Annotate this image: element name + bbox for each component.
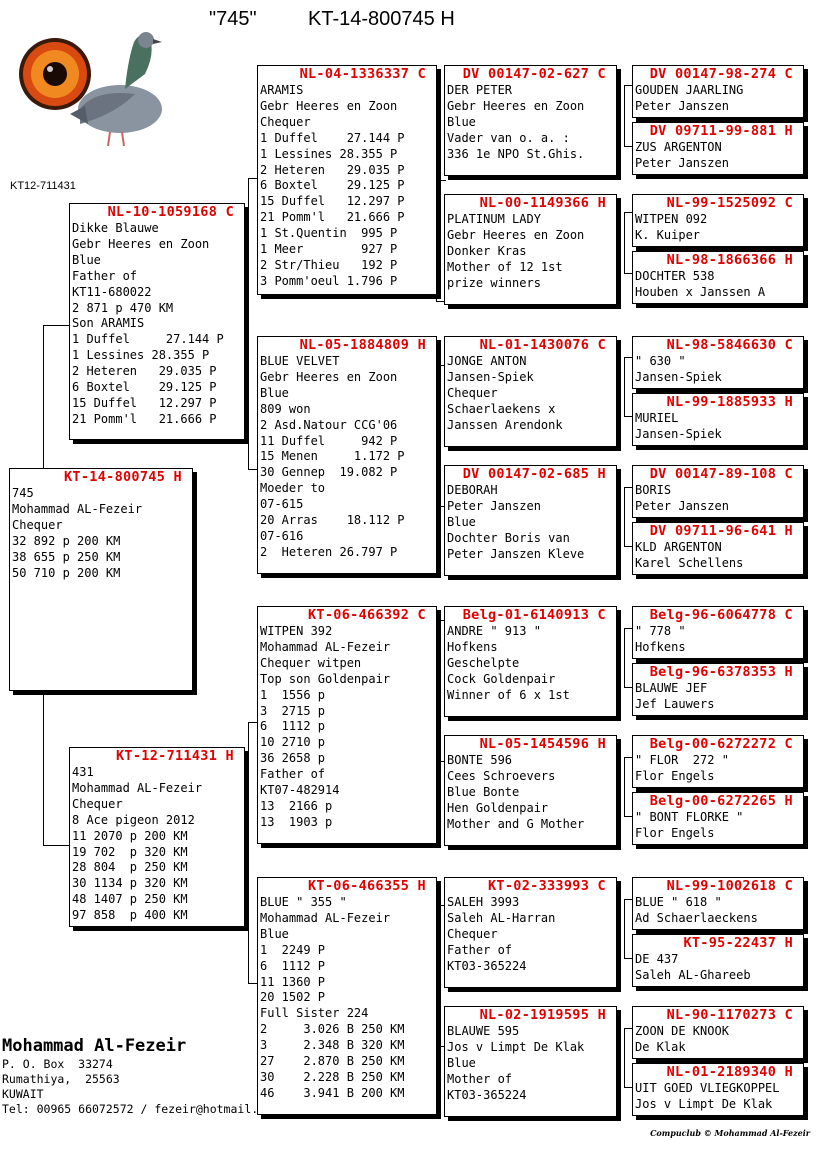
pigeon-info-line: 6 Boxtel 29.125 P — [260, 178, 405, 193]
pedigree-box-dss — [444, 606, 617, 717]
pedigree-box-ss — [257, 65, 437, 295]
pigeon-photo — [10, 14, 175, 164]
pigeon-info-line: 1 Duffel 27.144 P — [72, 332, 224, 347]
pigeon-info-line: WITPEN 392 — [260, 624, 333, 638]
pigeon-info-line: 21 Pomm'l 21.666 P — [260, 210, 405, 225]
pigeon-info-line: Geschelpte — [447, 655, 520, 670]
pigeon-info-line: DER PETER — [447, 83, 513, 97]
pigeon-info-line: 48 1407 p 250 KM — [72, 892, 188, 907]
pigeon-info-line: 50 710 p 200 KM — [12, 565, 121, 580]
pigeon-info-line: SALEH 3993 — [447, 895, 520, 909]
pigeon-info-line: Donker Kras — [447, 243, 527, 258]
pigeon-info-line: 46 3.941 B 200 KM — [260, 1085, 405, 1100]
pigeon-info-line: Janssen Arendonk — [447, 417, 563, 432]
ring-number: NL-01-2189340 H — [666, 1064, 793, 1080]
pigeon-info-line: Mother of — [447, 1071, 513, 1086]
pigeon-info-line: Chequer — [447, 385, 498, 400]
pedigree-box-g3 — [632, 194, 804, 247]
pedigree-box-g7 — [632, 465, 804, 518]
ring-number: NL-99-1885933 H — [666, 394, 793, 410]
ring-number: Belg-96-6064778 C — [649, 607, 793, 623]
pigeon-info-line: 2 Heteren 29.035 P — [260, 162, 405, 177]
pedigree-box-g5 — [632, 336, 804, 389]
pigeon-info-line: BLUE " 355 " — [260, 895, 347, 909]
pedigree-box-g1 — [632, 65, 804, 118]
pigeon-info-line: 11 2070 p 200 KM — [72, 828, 188, 843]
pigeon-info-line: BORIS — [635, 483, 672, 497]
pigeon-info-line: KLD ARGENTON — [635, 540, 722, 554]
ring-number: NL-99-1002618 C — [666, 878, 793, 894]
pigeon-info-line: ARAMIS — [260, 83, 304, 97]
pigeon-info-line: Karel Schellens — [635, 555, 744, 570]
pigeon-info-line: Gebr Heeres en Zoon — [447, 98, 585, 113]
pigeon-info-line: Hofkens — [447, 639, 498, 654]
pigeon-info-line: 1 Lessines 28.355 P — [72, 348, 210, 363]
pedigree-box-sd — [257, 336, 437, 574]
pigeon-info-line: Cock Goldenpair — [447, 671, 556, 686]
pigeon-info-line: Jos v Limpt De Klak — [635, 1096, 773, 1111]
ring-number: Belg-00-6272272 C — [649, 736, 793, 752]
ring-number: KT-06-466355 H — [308, 878, 426, 894]
ring-number: DV 00147-02-627 C — [462, 66, 606, 82]
pigeon-info-line: 20 1502 P — [260, 990, 326, 1005]
pedigree-box-g4 — [632, 251, 804, 304]
pigeon-info-line: Mohammad AL-Fezeir — [260, 639, 391, 654]
pigeon-info-line: 3 2.348 B 320 KM — [260, 1038, 405, 1053]
pigeon-info-line: UIT GOED VLIEGKOPPEL — [635, 1081, 780, 1095]
pigeon-info-line: KT03-365224 — [447, 958, 527, 973]
ring-number: KT-12-711431 H — [116, 748, 234, 764]
pigeon-info-line: Schaerlaekens x — [447, 401, 556, 416]
ring-number: DV 00147-98-274 C — [649, 66, 793, 82]
ring-number: NL-98-1866366 H — [666, 252, 793, 268]
pigeon-info-line: WITPEN 092 — [635, 212, 708, 226]
pedigree-box-dd — [257, 877, 437, 1115]
pigeon-info-line: Saleh AL-Ghareeb — [635, 967, 751, 982]
pigeon-info-line: 2 871 p 470 KM — [72, 300, 174, 315]
pigeon-info-line: 1 Lessines 28.355 P — [260, 146, 398, 161]
owner-address-line: P. O. Box 33274 — [2, 1057, 113, 1071]
pigeon-info-line: Hen Goldenpair — [447, 800, 549, 815]
pigeon-info-line: 28 804 p 250 KM — [72, 860, 188, 875]
pigeon-info-line: DE 437 — [635, 952, 679, 966]
pigeon-info-line: 97 858 p 400 KM — [72, 908, 188, 923]
pigeon-info-line: Peter Janszen — [635, 155, 729, 170]
pigeon-info-line: Peter Janszen — [635, 98, 729, 113]
pigeon-info-line: JONGE ANTON — [447, 354, 527, 368]
pigeon-info-line: 3 2715 p — [260, 703, 326, 718]
pigeon-info-line: DOCHTER 538 — [635, 269, 715, 283]
pigeon-info-line: 6 1112 P — [260, 958, 326, 973]
owner-name: Mohammad Al-Fezeir — [2, 1036, 187, 1056]
pedigree-box-g14 — [632, 934, 804, 987]
pigeon-info-line: Son ARAMIS — [72, 316, 145, 331]
pigeon-info-line: Dochter Boris van — [447, 530, 570, 545]
ring-number: Belg-01-6140913 C — [462, 607, 606, 623]
pigeon-info-line: Peter Janszen — [447, 498, 541, 513]
pedigree-box-g15 — [632, 1006, 804, 1059]
pigeon-info-line: Moeder to — [260, 481, 326, 496]
pigeon-info-line: BLAUWE JEF — [635, 681, 708, 695]
pigeon-info-line: Father of — [72, 268, 138, 283]
pigeon-info-line: Vader van o. a. : — [447, 130, 570, 145]
pigeon-info-line: Blue — [260, 385, 289, 400]
pigeon-info-line: Blue Bonte — [447, 784, 520, 799]
owner-address-line: Rumathiya, 25563 — [2, 1072, 120, 1086]
owner-contact: Tel: 00965 66072572 / fezeir@hotmail. — [2, 1102, 259, 1116]
pedigree-box-dds — [444, 877, 617, 988]
pedigree-box-subject — [9, 468, 193, 691]
pedigree-box-sds — [444, 336, 617, 447]
pigeon-info-line: Mother of 12 1st — [447, 259, 563, 274]
pigeon-info-line: 6 Boxtel 29.125 P — [72, 380, 217, 395]
pigeon-info-line: Blue — [72, 252, 101, 267]
pigeon-info-line: KT03-365224 — [447, 1087, 527, 1102]
pedigree-box-dsd — [444, 735, 617, 846]
pigeon-info-line: Winner of 6 x 1st — [447, 687, 570, 702]
ring-number: NL-00-1149366 H — [479, 195, 606, 211]
owner-address-line: KUWAIT — [2, 1087, 44, 1101]
pigeon-info-line: Mohammad AL-Fezeir — [72, 780, 203, 795]
pigeon-info-line: Jef Lauwers — [635, 696, 715, 711]
pigeon-info-line: Top son Goldenpair — [260, 671, 391, 686]
pigeon-info-line: Saleh AL-Harran — [447, 910, 556, 925]
pigeon-info-line: Mohammad AL-Fezeir — [260, 910, 391, 925]
pigeon-info-line: 10 2710 p — [260, 735, 326, 750]
pigeon-info-line: 11 1360 P — [260, 974, 326, 989]
pigeon-info-line: 07-615 — [260, 497, 304, 512]
pigeon-info-line: Gebr Heeres en Zoon — [260, 98, 398, 113]
pigeon-info-line: 11 Duffel 942 P — [260, 433, 398, 448]
pigeon-info-line: 8 Ace pigeon 2012 — [72, 812, 195, 827]
pigeon-info-line: MURIEL — [635, 411, 679, 425]
pigeon-info-line: Blue — [447, 114, 476, 129]
pigeon-info-line: 15 Menen 1.172 P — [260, 449, 405, 464]
pigeon-info-line: Peter Janszen Kleve — [447, 546, 585, 561]
pigeon-info-line: " 630 " — [635, 354, 686, 368]
pigeon-info-line: Flor Engels — [635, 825, 715, 840]
ring-number: KT-95-22437 H — [683, 935, 793, 951]
pigeon-info-line: 30 1134 p 320 KM — [72, 876, 188, 891]
pigeon-info-line: 19 702 p 320 KM — [72, 844, 188, 859]
pigeon-info-line: 1 Meer 927 P — [260, 242, 398, 257]
pigeon-info-line: ZUS ARGENTON — [635, 140, 722, 154]
pigeon-info-line: 21 Pomm'l 21.666 P — [72, 411, 217, 426]
pigeon-info-line: 1 Duffel 27.144 P — [260, 130, 405, 145]
pigeon-info-line: Chequer — [12, 517, 63, 532]
pigeon-info-line: ZOON DE KNOOK — [635, 1024, 729, 1038]
pigeon-info-line: BONTE 596 — [447, 753, 513, 767]
pedigree-box-g6 — [632, 393, 804, 446]
pedigree-box-g9 — [632, 606, 804, 659]
pigeon-info-line: 3 Pomm'oeul 1.796 P — [260, 273, 398, 288]
ring-number: NL-01-1430076 C — [479, 337, 606, 353]
ring-number: NL-98-5846630 C — [666, 337, 793, 353]
pigeon-info-line: 1 2249 P — [260, 942, 326, 957]
pigeon-info-line: Houben x Janssen A — [635, 284, 766, 299]
pigeon-info-line: 2 3.026 B 250 KM — [260, 1022, 405, 1037]
pigeon-info-line: 1 1556 p — [260, 687, 326, 702]
pigeon-info-line: BLAUWE 595 — [447, 1024, 520, 1038]
pigeon-info-line: K. Kuiper — [635, 227, 701, 242]
pedigree-box-ssd — [444, 194, 617, 305]
pigeon-info-line: Father of — [447, 942, 513, 957]
pedigree-box-sdd — [444, 465, 617, 576]
pigeon-info-line: 809 won — [260, 401, 311, 416]
pigeon-info-line: 36 2658 p — [260, 751, 326, 766]
pigeon-info-line: " 778 " — [635, 624, 686, 638]
pigeon-info-line: 30 2.228 B 250 KM — [260, 1069, 405, 1084]
ring-number: NL-02-1919595 H — [479, 1007, 606, 1023]
pigeon-info-line: Peter Janszen — [635, 498, 729, 513]
pedigree-box-sss — [444, 65, 617, 176]
pigeon-info-line: 2 Asd.Natour CCG'06 — [260, 417, 398, 432]
pigeon-info-line: 336 1e NPO St.Ghis. — [447, 146, 585, 161]
ring-number: NL-05-1884809 H — [299, 337, 426, 353]
pigeon-info-line: 2 Heteren 26.797 P — [260, 544, 398, 559]
pigeon-info-line: 38 655 p 250 KM — [12, 549, 121, 564]
pedigree-box-sire — [69, 203, 245, 440]
pigeon-info-line: Jansen-Spiek — [635, 426, 722, 441]
pedigree-box-ds — [257, 606, 437, 844]
pigeon-info-line: 745 — [12, 486, 34, 500]
pigeon-info-line: Hofkens — [635, 639, 686, 654]
ring-number: Belg-00-6272265 H — [649, 793, 793, 809]
pigeon-info-line: PLATINUM LADY — [447, 212, 541, 226]
pigeon-info-line: 2 Heteren 29.035 P — [72, 364, 217, 379]
pigeon-info-line: 27 2.870 B 250 KM — [260, 1054, 405, 1069]
pigeon-info-line: " BONT FLORKE " — [635, 810, 744, 824]
pedigree-box-g8 — [632, 522, 804, 575]
pigeon-info-line: Father of — [260, 767, 326, 782]
eye-icon — [19, 38, 91, 110]
pigeon-info-line: 13 1903 p — [260, 814, 333, 829]
pedigree-box-g11 — [632, 735, 804, 788]
pedigree-box-ddd — [444, 1006, 617, 1117]
pigeon-info-line: Gebr Heeres en Zoon — [72, 236, 210, 251]
pigeon-info-line: 07-616 — [260, 528, 304, 543]
pigeon-info-line: 6 1112 p — [260, 719, 326, 734]
ring-number: DV 09711-96-641 H — [649, 523, 793, 539]
ring-number: NL-05-1454596 H — [479, 736, 606, 752]
pigeon-info-line: Cees Schroevers — [447, 768, 556, 783]
pigeon-info-line: 32 892 p 200 KM — [12, 533, 121, 548]
connector-subject-sire — [43, 325, 71, 469]
pedigree-box-g12 — [632, 792, 804, 845]
pigeon-info-line: Gebr Heeres en Zoon — [447, 227, 585, 242]
pigeon-name-title: "745" — [209, 8, 257, 30]
ring-number: DV 09711-99-881 H — [649, 123, 793, 139]
pigeon-info-line: Jansen-Spiek — [447, 369, 534, 384]
pedigree-box-g13 — [632, 877, 804, 930]
pigeon-info-line: Blue — [260, 926, 289, 941]
pigeon-info-line: Full Sister 224 — [260, 1006, 369, 1021]
pedigree-box-g2 — [632, 122, 804, 175]
ring-number: NL-90-1170273 C — [666, 1007, 793, 1023]
pigeon-info-line: Chequer witpen — [260, 655, 362, 670]
pigeon-info-line: De Klak — [635, 1039, 686, 1054]
footer-credit: Compuclub © Mohammad Al-Fezeir — [650, 1128, 810, 1138]
pigeon-info-line: Gebr Heeres en Zoon — [260, 369, 398, 384]
pigeon-info-line: 15 Duffel 12.297 P — [72, 395, 217, 410]
pigeon-info-line: 2 Str/Thieu 192 P — [260, 257, 398, 272]
pigeon-info-line: Blue — [447, 514, 476, 529]
pigeon-info-line: 13 2166 p — [260, 798, 333, 813]
pedigree-box-g16 — [632, 1063, 804, 1116]
pigeon-info-line: " FLOR 272 " — [635, 753, 729, 767]
pigeon-info-line: 15 Duffel 12.297 P — [260, 194, 405, 209]
pigeon-ring-title: KT-14-800745 H — [308, 8, 455, 30]
ring-number: DV 00147-02-685 H — [462, 466, 606, 482]
ring-number: Belg-96-6378353 H — [649, 664, 793, 680]
photo-caption: KT12-711431 — [10, 180, 76, 192]
ring-number: KT-02-333993 C — [488, 878, 606, 894]
pigeon-info-line: Chequer — [260, 114, 311, 129]
pigeon-info-line: ANDRE " 913 " — [447, 624, 541, 638]
ring-number: KT-06-466392 C — [308, 607, 426, 623]
pigeon-info-line: GOUDEN JAARLING — [635, 83, 744, 97]
pigeon-info-line: BLUE " 618 " — [635, 895, 722, 909]
pigeon-info-line: Jansen-Spiek — [635, 369, 722, 384]
pigeon-info-line: Chequer — [447, 926, 498, 941]
ring-number: KT-14-800745 H — [64, 469, 182, 485]
ring-number: NL-99-1525092 C — [666, 195, 793, 211]
pigeon-info-line: 431 — [72, 765, 94, 779]
pigeon-info-line: Mohammad AL-Fezeir — [12, 501, 143, 516]
pigeon-info-line: Chequer — [72, 796, 123, 811]
pedigree-box-g10 — [632, 663, 804, 716]
pigeon-info-line: BLUE VELVET — [260, 354, 340, 368]
pigeon-info-line: prize winners — [447, 275, 541, 290]
pedigree-box-dam — [69, 747, 245, 927]
pigeon-info-line: KT11-680022 — [72, 284, 152, 299]
pigeon-info-line: KT07-482914 — [260, 783, 340, 798]
pigeon-info-line: 30 Gennep 19.082 P — [260, 465, 398, 480]
pigeon-info-line: Mother and G Mother — [447, 816, 585, 831]
pigeon-info-line: Jos v Limpt De Klak — [447, 1039, 585, 1054]
ring-number: NL-04-1336337 C — [299, 66, 426, 82]
pigeon-info-line: Flor Engels — [635, 768, 715, 783]
pigeon-info-line: 20 Arras 18.112 P — [260, 513, 405, 528]
pigeon-info-line: 1 St.Quentin 995 P — [260, 226, 398, 241]
pigeon-info-line: Ad Schaerlaeckens — [635, 910, 758, 925]
pigeon-info-line: Dikke Blauwe — [72, 221, 159, 235]
pigeon-info-line: DEBORAH — [447, 483, 498, 497]
ring-number: NL-10-1059168 C — [107, 204, 234, 220]
owner-block — [2, 1036, 258, 1117]
ring-number: DV 00147-89-108 C — [649, 466, 793, 482]
pigeon-info-line: Blue — [447, 1055, 476, 1070]
